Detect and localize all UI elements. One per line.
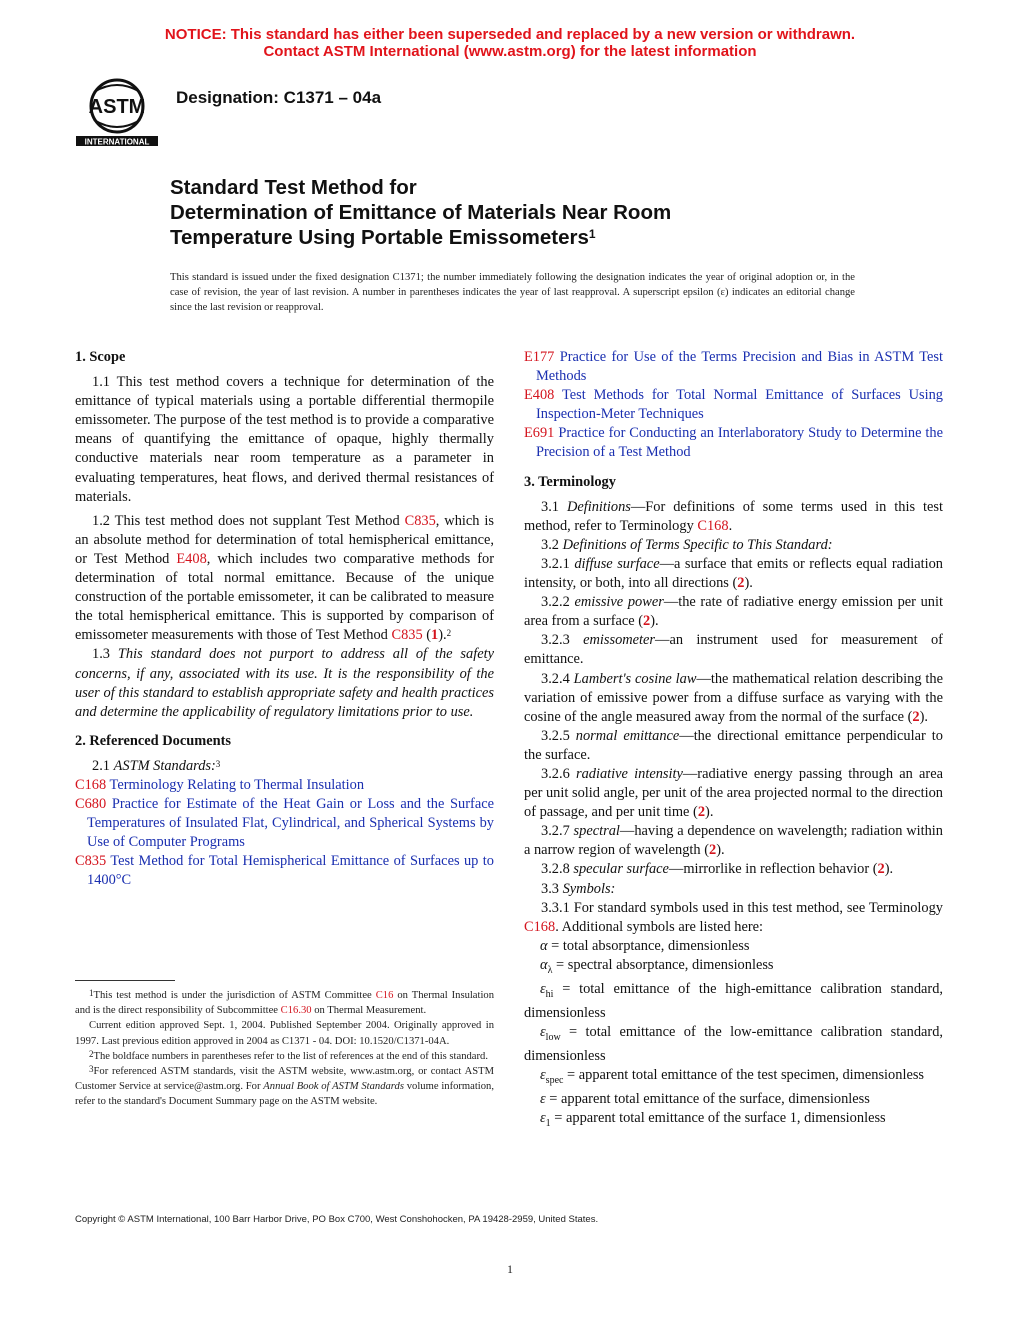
definitions-list [524,555,943,880]
definition-text: —radiative energy passing through an area per unit solid angle, per unit of the area projected normal to the direction of passage, and per unit time ( [524,765,943,821]
page-number: 1 [507,1262,513,1276]
symbol-definition: = apparent total emittance of the test specimen, dimensionless [563,1067,925,1083]
symbol-subscript: λ [547,964,553,976]
ref-1[interactable]: 1 [431,627,439,644]
reference-item [524,386,943,424]
reference-title[interactable]: Practice for Conducting an Interlaboratory Study to Determine the Precision of a Test Method [536,425,943,461]
astm-logo [74,76,160,148]
symbol-subscript: 1 [545,1117,551,1129]
issued-statement: This standard is issued under the fixed designation C1371; the number immediately following the designation indicates the year of original adoption or, in the case of revision, the year of last revision. A number in parentheses indicates the year of last reapproval. A superscript epsilon (ε) indicates an editorial change since the last revision or reapproval. [170,272,855,313]
reference-title[interactable]: Terminology Relating to Thermal Insulation [109,776,365,793]
reference-number[interactable]: 2 [912,708,920,725]
definition-item: 3.2.2 emissive power—the rate of radiative energy emission per unit area from a surface (2). [524,594,943,630]
reference-code[interactable]: E408 [524,387,555,404]
withdrawal-notice [0,26,1020,60]
title-footnote-mark: 1 [588,227,596,241]
symbol-item [524,1066,943,1090]
referenced-2-1: 2.1 ASTM Standards:$^3$ [92,757,221,774]
symbol-item [524,1090,943,1109]
definition-item: 3.2.7 spectral—having a dependence on wavelength; radiation within a narrow region of wavelength (2). [524,823,943,859]
reference-title[interactable]: Practice for Use of the Terms Precision and Bias in ASTM Test Methods [536,349,943,385]
footnote-2: $^2$The boldface numbers in parentheses refer to the list of references at the end of this standard. [89,1048,488,1062]
title-line-3: Temperature Using Portable Emissometers [170,226,589,249]
link-c16[interactable]: C16 [375,990,394,1001]
definition-item: 3.2.3 emissometer—an instrument used for measurement of emittance. [524,632,943,668]
notice-line-1: NOTICE: This standard has either been superseded and replaced by a new version or withdrawn. [164,26,856,43]
term-3-1: 3.1 Definitions—For definitions of some terms used in this test method, refer to Terminology C168. [524,498,943,534]
reference-title[interactable]: Test Methods for Total Normal Emittance of Surfaces Using Inspection-Meter Techniques [536,387,943,423]
right-column [524,348,943,1133]
astm-logo-icon [74,76,160,148]
term-3-3-1: 3.3.1 For standard symbols used in this test method, see Terminology C168. Additional symbols are listed here: [524,899,943,935]
symbol-definition: = total emittance of the high-emittance calibration standard, dimensionless [524,980,943,1021]
notice-line-2: Contact ASTM International (www.astm.org) for the latest information [263,43,757,60]
definition-text: —the directional emittance perpendicular to the surface. [524,727,943,763]
footnotes [75,988,494,1110]
reference-title[interactable]: Test Method for Total Hemispherical Emittance of Surfaces up to 1400°C [87,853,494,889]
symbol-subscript: hi [545,988,554,1000]
definition-term: emissometer [583,632,656,649]
symbol: ε [540,1090,546,1107]
symbol-definition: = apparent total emittance of the surface, dimensionless [545,1090,870,1107]
reference-number[interactable]: 2 [877,861,885,878]
term-3-2: 3.2 Definitions of Terms Specific to This Standard: [541,536,833,553]
reference-code[interactable]: C835 [75,853,107,870]
definition-text: —mirrorlike in reflection behavior ( [668,861,878,878]
definition-term: emissive power [574,594,664,611]
referenced-list-right [524,348,943,463]
definition-item: 3.2.5 normal emittance—the directional emittance perpendicular to the surface. [524,727,943,763]
symbol-item [524,1023,943,1066]
footnote-1: $^1$This test method is under the jurisdiction of ASTM Committee C16 on Thermal Insulation and is the direct responsibility of Subcommittee C16.30 on Thermal Measurement. [75,988,494,1017]
definition-item: 3.2.8 specular surface—mirrorlike in reflection behavior (2). [541,861,894,878]
symbol-item [524,956,943,980]
footnote-3: $^3$For referenced ASTM standards, visit the ASTM website, www.astm.org, or contact ASTM Customer Service at service@astm.org. For Annual Book of ASTM Standards volume information, refer to the standard's Document Summary page on the ASTM website. [75,1064,494,1108]
symbol-definition: = total absorptance, dimensionless [547,937,750,954]
footnote-rule [75,980,175,981]
reference-code[interactable]: C680 [75,796,107,813]
link-e408[interactable]: E408 [176,550,207,567]
terminology-heading: 3. Terminology [524,473,616,490]
reference-item [75,852,494,890]
reference-code[interactable]: E691 [524,425,555,442]
symbol-subscript: spec [545,1074,564,1086]
logo-text: ASTM [88,96,146,118]
reference-title[interactable]: Practice for Estimate of the Heat Gain or Loss and the Surface Temperatures of Insulated Flat, Cylindrical, and Spherical Systems by Use of Computer Programs [87,796,494,851]
symbol: α [540,937,548,954]
copyright: Copyright © ASTM International, 100 Barr Harbor Drive, PO Box C700, West Conshohocken, PA 19428-2959, United States. [75,1214,599,1225]
scope-1-1: 1.1 This test method covers a technique for determination of the emittance of typical materials using a portable differential thermopile emissometer. The purpose of the test method is to provide a comparative means of quantifying the emittance of opaque, highly thermally conductive materials near room temperature as a parameter in evaluating temperatures, heat flows, and derived thermal resistances of materials. [75,374,494,505]
link-c835-2[interactable]: C835 [391,627,423,644]
definition-text: —the mathematical relation describing the variation of emissive power from a diffuse surface as varying with the cosine of the angle measured away from the normal of the surface ( [524,670,943,725]
scope-1-3: 1.3 This standard does not purport to address all of the safety concerns, if any, associated with its use. It is the responsibility of the user of this standard to establish appropriate safety and health practices and determine the applicability of regulatory limitations prior to use. [75,646,494,720]
symbol-definition: = total emittance of the low-emittance calibration standard, dimensionless [524,1023,943,1064]
symbol-definition: = apparent total emittance of the surface 1, dimensionless [550,1110,886,1127]
reference-item [524,348,943,386]
title-line-1: Standard Test Method for [170,176,417,199]
reference-code[interactable]: C168 [75,776,107,793]
link-c835[interactable]: C835 [404,512,436,529]
footnote-1-edition: Current edition approved Sept. 1, 2004. Published September 2004. Originally approved in 1997. Last previous edition approved in 2004 as C1371 - 04. DOI: 10.1520/C1371-04A. [75,1020,494,1047]
reference-number[interactable]: 2 [697,804,706,821]
link-c168-2[interactable]: C168 [524,918,556,935]
definition-term: diffuse surface [574,555,660,572]
reference-item [524,424,943,462]
symbol: ε [540,1067,546,1083]
definition-term: spectral [573,823,620,840]
reference-number[interactable]: 2 [709,842,717,859]
symbol: α [540,956,548,973]
definition-item: 3.2.4 Lambert's cosine law—the mathematical relation describing the variation of emissive power from a diffuse surface as varying with the cosine of the angle measured away from the normal of the surface (2). [524,670,943,725]
title-line-2: Determination of Emittance of Materials Near Room [170,201,672,224]
reference-number[interactable]: 2 [643,613,651,630]
referenced-list-left [75,776,494,891]
symbols-list [524,937,943,1133]
referenced-heading: 2. Referenced Documents [75,732,231,749]
reference-number[interactable]: 2 [737,575,745,592]
symbol: ε [540,1110,546,1127]
reference-item [75,795,494,852]
definition-item: 3.2.1 diffuse surface—a surface that emits or reflects equal radiation intensity, or both, into all directions (2). [524,555,943,592]
scope-heading: 1. Scope [75,349,126,365]
symbol-item [524,980,943,1023]
definition-text: —having a dependence on wavelength; radiation within a narrow region of wavelength ( [524,823,943,859]
document-title [170,175,671,250]
designation: Designation: C1371 – 04a [176,88,382,107]
symbol-subscript: low [545,1031,561,1043]
definition-term: radiative intensity [575,765,683,782]
symbol: ε [540,1023,546,1040]
reference-code[interactable]: E177 [524,349,555,365]
symbol-item [524,937,943,956]
scope-1-2: 1.2 This test method does not supplant Test Method C835, which is an absolute method for determination of total hemispherical emittance, or Test Method E408, which includes two comparative methods for determination of total normal emittance. Because of the unique construction of the portable emissometer, it can be calibrated to measure the total hemispherical emittance. This is supported by comparison of emissometer measurements with those of Test Method C835 (1).$^2$ [75,512,494,644]
reference-item [75,776,494,795]
definition-term: normal emittance [575,727,680,744]
definition-text: —a surface that emits or reflects equal radiation intensity, or both, into all directions ( [524,555,943,592]
logo-subtext: INTERNATIONAL [84,137,150,147]
definition-term: specular surface [573,861,669,878]
definition-text: —the rate of radiative energy emission per unit area from a surface ( [524,594,943,630]
symbol-item [524,1109,943,1133]
symbol: ε [540,980,546,997]
definition-item: 3.2.6 radiative intensity—radiative energy passing through an area per unit solid angle, per unit of the area projected normal to the direction of passage, and per unit time (2). [524,765,943,821]
symbol-definition: = spectral absorptance, dimensionless [552,956,774,973]
footnote-2-mark: 2 [446,628,452,639]
term-3-3: 3.3 Symbols: [541,880,616,897]
link-c168[interactable]: C168 [697,517,729,534]
left-column [75,348,494,891]
definition-term: Lambert's cosine law [573,670,697,687]
link-c16-30[interactable]: C16.30 [280,1005,312,1017]
definition-text: —an instrument used for measurement of emittance. [524,632,943,668]
